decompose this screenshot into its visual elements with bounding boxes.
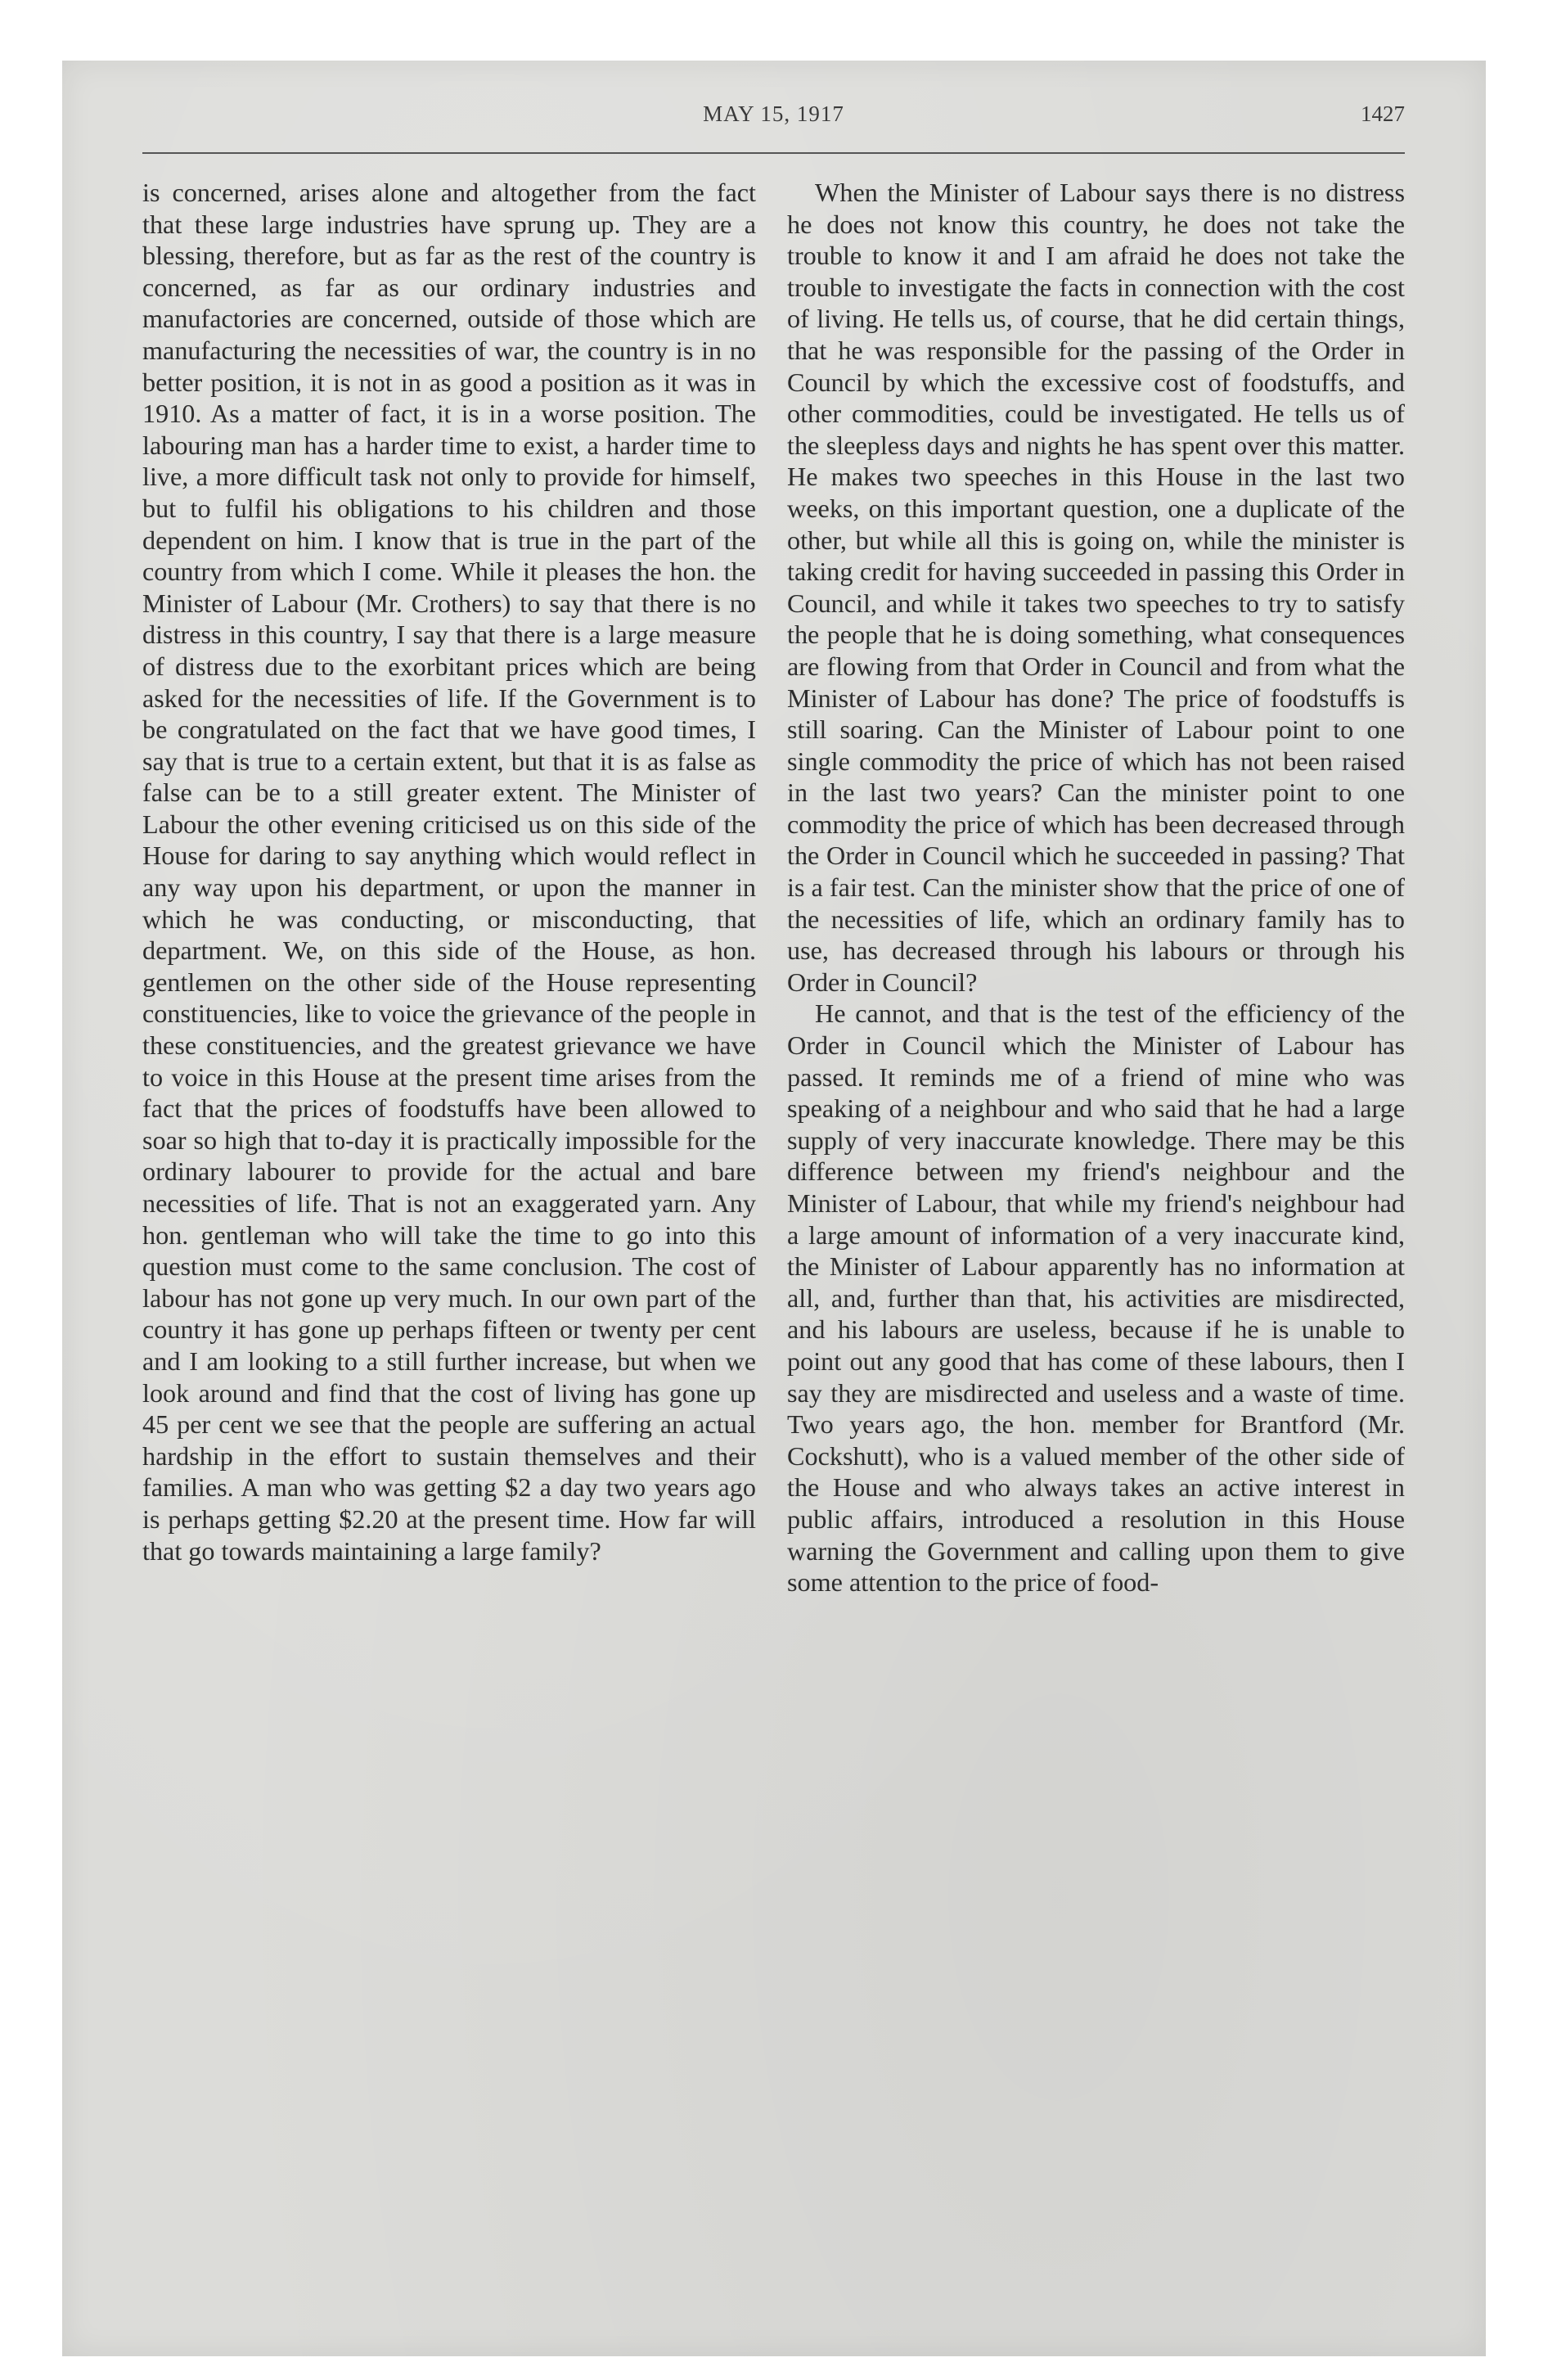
left-paragraph-1: is concerned, arises alone and altogether from the fact that these large industries have sprung up. They are a blessing, therefore, but as far as the rest of the country is concerned, as far as our ordinary industries and manufactories are concerned, outside of those which are manufacturing the necessities of war, the country is in no better position, it is not in as good a position as it was in 1910. As a matter of fact, it is in a worse position. The labouring man has a harder time to exist, a harder time to live, a more difficult task not only to provide for himself, but to fulfil his obligations to his children and those dependent on him. I know that is true in the part of the country from which I come. While it pleases the hon. the Minister of Labour (Mr. Crothers) to say that there is no distress in this country, I say that there is a large measure of distress due to the exorbitant prices which are being asked for the necessities of life. If the Government is to be congratulated on the fact that we have good times, I say that is true to a certain extent, but that it is as false as false can be to a still greater extent. The Minister of Labour the other evening criticised us on this side of the House for daring to say anything which would reflect in any way upon his department, or upon the manner in which he was conducting, or misconducting, that department. We, on this side of the House, as hon. gentlemen on the other side of the House representing constituencies, like to voice the grievance of the people in these constituencies, and the greatest grievance we have to voice in this House at the present time arises from the fact that the prices of foodstuffs have been allowed to soar so high that to-day it is practically impossible for the ordinary labourer to provide for the actual and bare necessities of life. That is not an exaggerated yarn. Any hon. gentleman who will take the time to go into this question must come to the same conclusion. The cost of labour has not gone up very much. In our own part of the country it has gone up perhaps fifteen or twenty per cent and I am looking to a still further increase, but when we look around and find that the cost of living has gone up 45 per cent we see that the people are suffering an actual hardship in the effort to sustain themselves and their families. A man who was getting $2 a day two years ago is perhaps getting $2.20 at the present time. How far will that go towards maintaining a large family?	[142, 178, 756, 1566]
page-number: 1427	[1361, 101, 1405, 126]
page-date: MAY 15, 1917	[703, 101, 844, 126]
right-paragraph-2: He cannot, and that is the test of the efficiency of the Order in Council which the Minister of Labour has passed. It reminds me of a friend of mine who was speaking of a neighbour and who said that he had a large supply of very inaccurate knowledge. There may be this difference between my friend's neighbour and the Minister of Labour, that while my friend's neighbour had a large amount of information of a very inaccurate kind, the Minister of Labour apparently has no information at all, and, further than that, his activities are misdirected, and his labours are useless, because if he is unable to point out any good that has come of these labours, then I say they are misdirected and useless and a waste of time. Two years ago, the hon. member for Brantford (Mr. Cockshutt), who is a valued member of the other side of the House and who always takes an active interest in public affairs, introduced a resolution in this House warning the Government and calling upon them to give some attention to the price of food-	[787, 998, 1405, 1598]
scanned-page	[62, 61, 1486, 2356]
header-rule	[142, 152, 1405, 154]
left-column	[142, 177, 756, 1566]
right-paragraph-1: When the Minister of Labour says there is no distress he does not know this country, he does not take the trouble to know it and I am afraid he does not take the trouble to investigate the facts in connection with the cost of living. He tells us, of course, that he did certain things, that he was responsible for the passing of the Order in Council by which the excessive cost of foodstuffs, and other commodities, could be investigated. He tells us of the sleepless days and nights he has spent over this matter. He makes two speeches in this House in the last two weeks, on this important question, one a duplicate of the other, but while all this is going on, while the minister is taking credit for having succeeded in passing this Order in Council, and while it takes two speeches to try to satisfy the people that he is doing something, what consequences are flowing from that Order in Council and from what the Minister of Labour has done? The price of foodstuffs is still soaring. Can the Minister of Labour point to one single commodity the price of which has not been raised in the last two years? Can the minister point to one commodity the price of which has been decreased through the Order in Council which he succeeded in passing? That is a fair test. Can the minister show that the price of one of the necessities of life, which an ordinary family has to use, has decreased through his labours or through his Order in Council?	[787, 178, 1405, 997]
right-column	[787, 177, 1405, 1598]
page-header	[142, 95, 1405, 136]
